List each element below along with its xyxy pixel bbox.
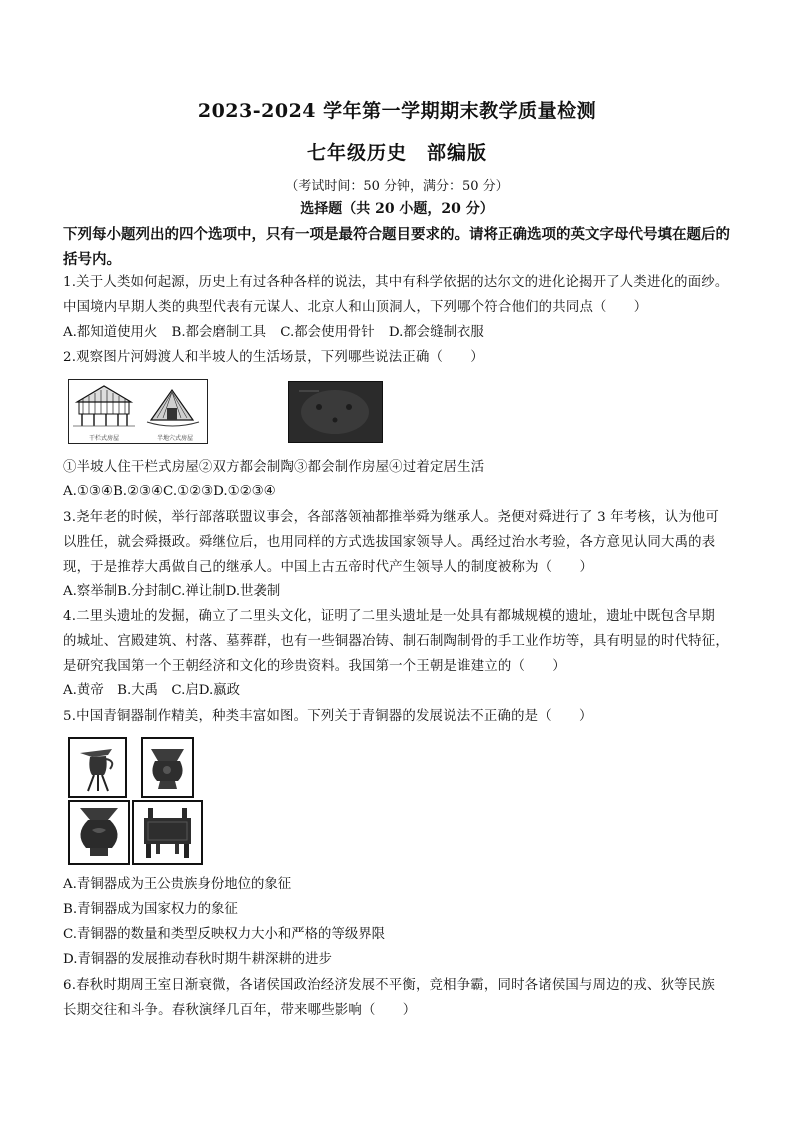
exam-info: （考试时间：50 分钟，满分：50 分） [285,179,509,194]
question-3-options: A.察举制B.分封制C.禅让制D.世袭制 [63,584,281,599]
bronze-zun-drawing [143,739,192,796]
option-c: C.都会使用骨针 [280,325,375,340]
question-3-line-2: 以胜任，就会舜摄政。舜继位后，也用同样的方式选拔国家领导人。禹经过治水考验，各方意见认同大禹的表 [63,535,716,550]
question-5-option-b: B.青铜器成为国家权力的象征 [63,902,238,917]
question-3-line-1: 3.尧年老的时候，举行部落联盟议事会，各部落领袖都推举舜为继承人。尧便对舜进行了 3 年考核，认为他可 [63,510,719,525]
option-a: A.都知道使用火 [63,325,158,340]
question-4-line-2: 的城址、宫殿建筑、村落、墓葬群，也有一些铜器冶铸、制石制陶制骨的手工业作坊等，具有明显的时代特征， [63,634,729,649]
pottery-photo [288,381,383,443]
question-4-line-1: 4.二里头遗址的发掘，确立了二里头文化，证明了二里头遗址是一处具有都城规模的遗址，遗址中既包含早期 [63,609,715,624]
question-5-option-a: A.青铜器成为王公贵族身份地位的象征 [63,877,292,892]
bronze-ding-image [132,800,203,865]
bronze-zun-image [141,737,194,798]
edition-label: 部编版 [427,142,488,164]
houses-image [68,379,208,444]
bronze-vessel-drawing [70,802,128,863]
question-4-options: A.黄帝 B.大禹 C.启D.嬴政 [63,683,241,698]
question-2-options: A.①③④B.②③④C.①②③D.①②③④ [63,484,276,499]
question-6-line-2: 长期交往和斗争。春秋演绎几百年，带来哪些影响（ ） [63,1003,417,1018]
question-6-line-1: 6.春秋时期周王室日渐衰微，各诸侯国政治经济发展不平衡，竞相争霸，同时各诸侯国与周边的戎、狄等民族 [63,978,715,993]
subject-label: 七年级历史 [306,142,407,164]
question-1-line-1: 1.关于人类如何起源，历史上有过各种各样的说法，其中有科学依据的达尔文的进化论揭开了人类进化的面纱。 [63,275,729,290]
question-5-option-d: D.青铜器的发展推动春秋时期牛耕深耕的进步 [63,952,332,967]
bronze-vessel-image [68,800,130,865]
section-title: 选择题（共 20 小题，20 分） [300,201,494,217]
bronze-ding-drawing [134,802,201,863]
question-2-line-1: 2.观察图片河姆渡人和半坡人的生活场景，下列哪些说法正确（ ） [63,350,484,365]
question-1-options [63,322,494,344]
question-4-line-3: 是研究我国第一个王朝经济和文化的珍贵资料。我国第一个王朝是谁建立的（ ） [63,659,566,674]
option-b: B.都会磨制工具 [171,325,266,340]
question-1-line-2: 中国境内早期人类的典型代表有元谋人、北京人和山顶洞人，下列哪个符合他们的共同点（ ） [63,300,648,315]
caption-stilt-house: 干栏式房屋 [89,435,120,442]
exam-subtitle [0,138,794,165]
question-5-line-1: 5.中国青铜器制作精美，种类丰富如图。下列关于青铜器的发展说法不正确的是（ ） [63,709,593,724]
caption-pit-house: 半地穴式房屋 [157,435,194,442]
question-3-line-3: 现，于是推荐大禹做自己的继承人。中国上古五帝时代产生领导人的制度被称为（ ） [63,560,594,575]
question-2-statements: ①半坡人住干栏式房屋②双方都会制陶③都会制作房屋④过着定居生活 [63,460,485,475]
dark-pottery-image [289,382,382,442]
bronze-jue-image [68,737,127,798]
question-5-option-c: C.青铜器的数量和类型反映权力大小和严格的等级界限 [63,927,386,942]
bronze-jue-drawing [70,739,125,796]
instructions: 下列每小题列出的四个选项中，只有一项是最符合题目要求的。请将正确选项的英文字母代号填在题后的括号内。 [63,226,730,268]
option-d: D.都会缝制衣服 [388,325,484,340]
exam-title: 2023-2024 学年第一学期期末教学质量检测 [197,100,597,122]
